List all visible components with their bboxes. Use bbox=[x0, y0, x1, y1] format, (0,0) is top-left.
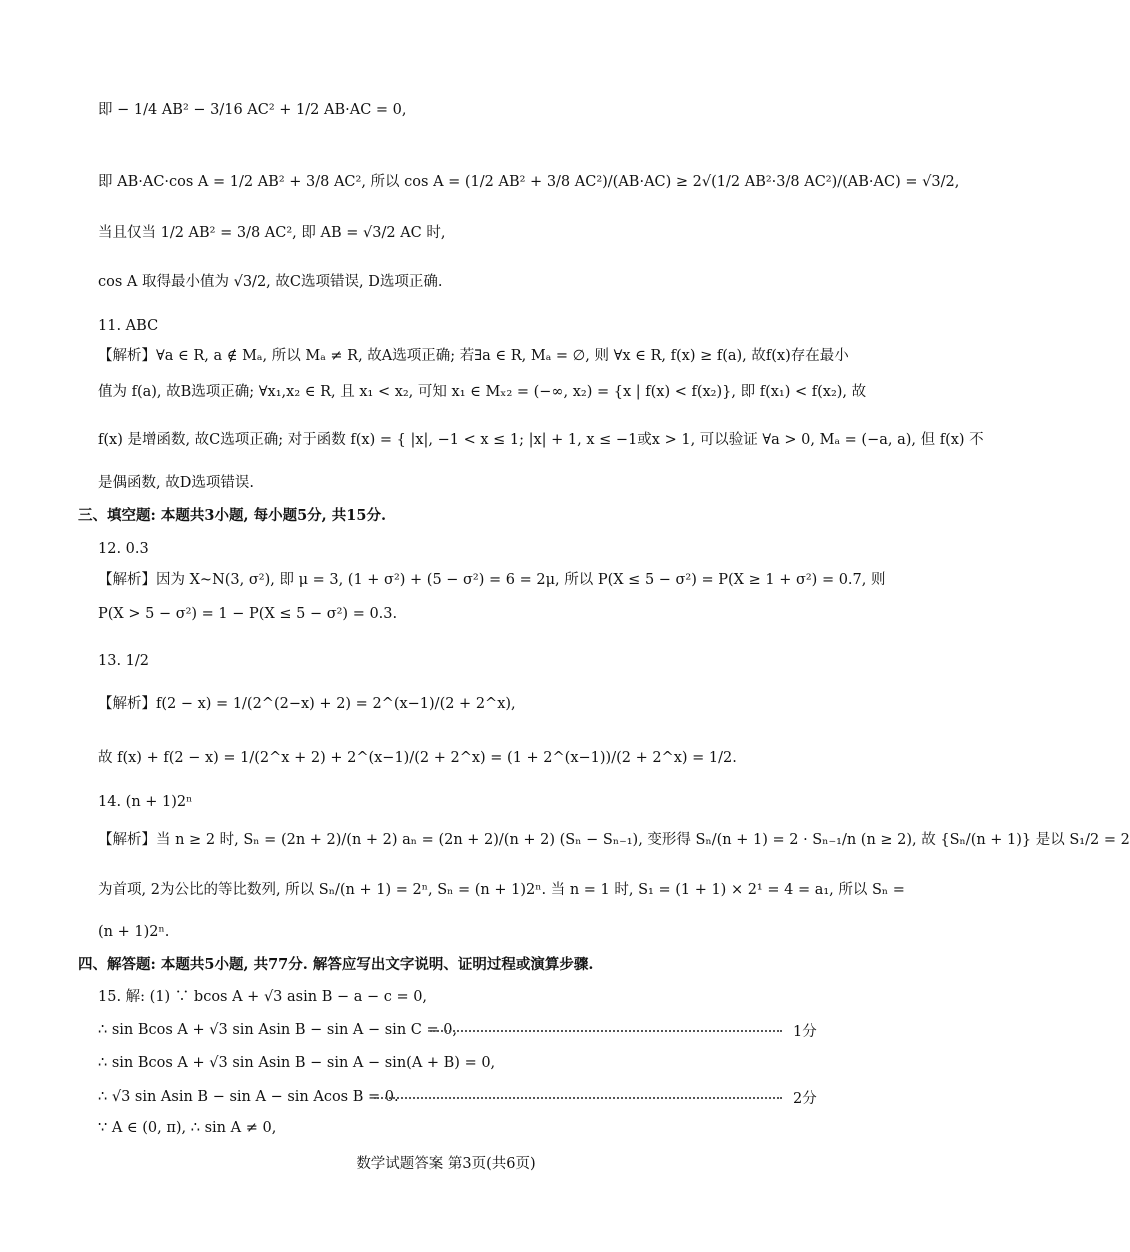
text-line: ∵ A ∈ (0, π), ∴ sin A ≠ 0, bbox=[98, 1120, 277, 1136]
text-line: 当且仅当 1/2 AB² = 3/8 AC², 即 AB = √3/2 AC 时, bbox=[98, 225, 446, 241]
text-line: 是偶函数, 故D选项错误. bbox=[98, 475, 254, 491]
text-line: 即 AB·AC·cos A = 1/2 AB² + 3/8 AC², 所以 cos A = (1/2 AB² + 3/8 AC²)/(AB·AC) ≥ 2√(1/2 AB²·3/8 AC²)/(AB·AC) = √3/2, bbox=[98, 174, 960, 190]
text-line: 11. ABC bbox=[98, 318, 159, 334]
page-footer: 数学试题答案 第3页(共6页) bbox=[356, 1156, 536, 1172]
score-label: 1分 bbox=[793, 1024, 817, 1040]
text-line: 15. 解: (1) ∵ bcos A + √3 asin B − a − c = 0, bbox=[98, 989, 428, 1005]
text-line: P(X > 5 − σ²) = 1 − P(X ≤ 5 − σ²) = 0.3. bbox=[98, 606, 398, 622]
text-line: 【解析】因为 X~N(3, σ²), 即 μ = 3, (1 + σ²) + (5 − σ²) = 6 = 2μ, 所以 P(X ≤ 5 − σ²) = P(X ≥ 1 + σ²) = 0.7, 则 bbox=[98, 572, 886, 588]
text-line: ∴ sin Bcos A + √3 sin Asin B − sin A − sin(A + B) = 0, bbox=[98, 1055, 496, 1071]
text-line: ∴ √3 sin Asin B − sin A − sin Acos B = 0. bbox=[98, 1089, 399, 1105]
text-line: 为首项, 2为公比的等比数列, 所以 Sₙ/(n + 1) = 2ⁿ, Sₙ = (n + 1)2ⁿ. 当 n = 1 时, S₁ = (1 + 1) × 2¹ = 4 = a₁, 所以 Sₙ = bbox=[98, 882, 905, 898]
text-line: 【解析】当 n ≥ 2 时, Sₙ = (2n + 2)/(n + 2) aₙ = (2n + 2)/(n + 2) (Sₙ − Sₙ₋₁), 变形得 Sₙ/(n + 1) = 2 · Sₙ₋₁/n (n ≥ 2), 故 {Sₙ/(n + 1)} 是以 S₁/2 = 2 bbox=[98, 832, 1130, 848]
section-heading: 四、解答题: 本题共5小题, 共77分. 解答应写出文字说明、证明过程或演算步骤. bbox=[78, 956, 594, 973]
score-label: 2分 bbox=[793, 1091, 817, 1107]
text-line: 12. 0.3 bbox=[98, 541, 149, 557]
text-line: 值为 f(a), 故B选项正确; ∀x₁,x₂ ∈ R, 且 x₁ < x₂, 可知 x₁ ∈ Mₓ₂ = (−∞, x₂) = {x | f(x) < f(x₂)}, 即 f(x₁) < f(x₂), 故 bbox=[98, 384, 867, 400]
text-line: cos A 取得最小值为 √3/2, 故C选项错误, D选项正确. bbox=[98, 274, 443, 290]
text-line: 【解析】∀a ∈ R, a ∉ Mₐ, 所以 Mₐ ≠ R, 故A选项正确; 若∃a ∈ R, Mₐ = ∅, 则 ∀x ∈ R, f(x) ≥ f(a), 故f(x)存在最小 bbox=[98, 348, 849, 364]
text-line: ∴ sin Bcos A + √3 sin Asin B − sin A − sin C = 0, bbox=[98, 1022, 458, 1038]
text-line: 14. (n + 1)2ⁿ bbox=[98, 794, 193, 810]
leader-dots bbox=[374, 1097, 782, 1100]
section-heading: 三、填空题: 本题共3小题, 每小题5分, 共15分. bbox=[78, 507, 386, 524]
leader-dots bbox=[430, 1030, 782, 1033]
text-line: (n + 1)2ⁿ. bbox=[98, 924, 170, 940]
text-line: 【解析】f(2 − x) = 1/(2^(2−x) + 2) = 2^(x−1)/(2 + 2^x), bbox=[98, 696, 516, 712]
text-line: 即 − 1/4 AB² − 3/16 AC² + 1/2 AB·AC = 0, bbox=[98, 102, 407, 118]
text-line: 13. 1/2 bbox=[98, 653, 150, 669]
text-line: 故 f(x) + f(2 − x) = 1/(2^x + 2) + 2^(x−1)/(2 + 2^x) = (1 + 2^(x−1))/(2 + 2^x) = 1/2. bbox=[98, 750, 737, 766]
text-line: f(x) 是增函数, 故C选项正确; 对于函数 f(x) = { |x|, −1 < x ≤ 1; |x| + 1, x ≤ −1或x > 1, 可以验证 ∀a > 0, Mₐ = (−a, a), 但 f(x) 不 bbox=[98, 432, 984, 448]
